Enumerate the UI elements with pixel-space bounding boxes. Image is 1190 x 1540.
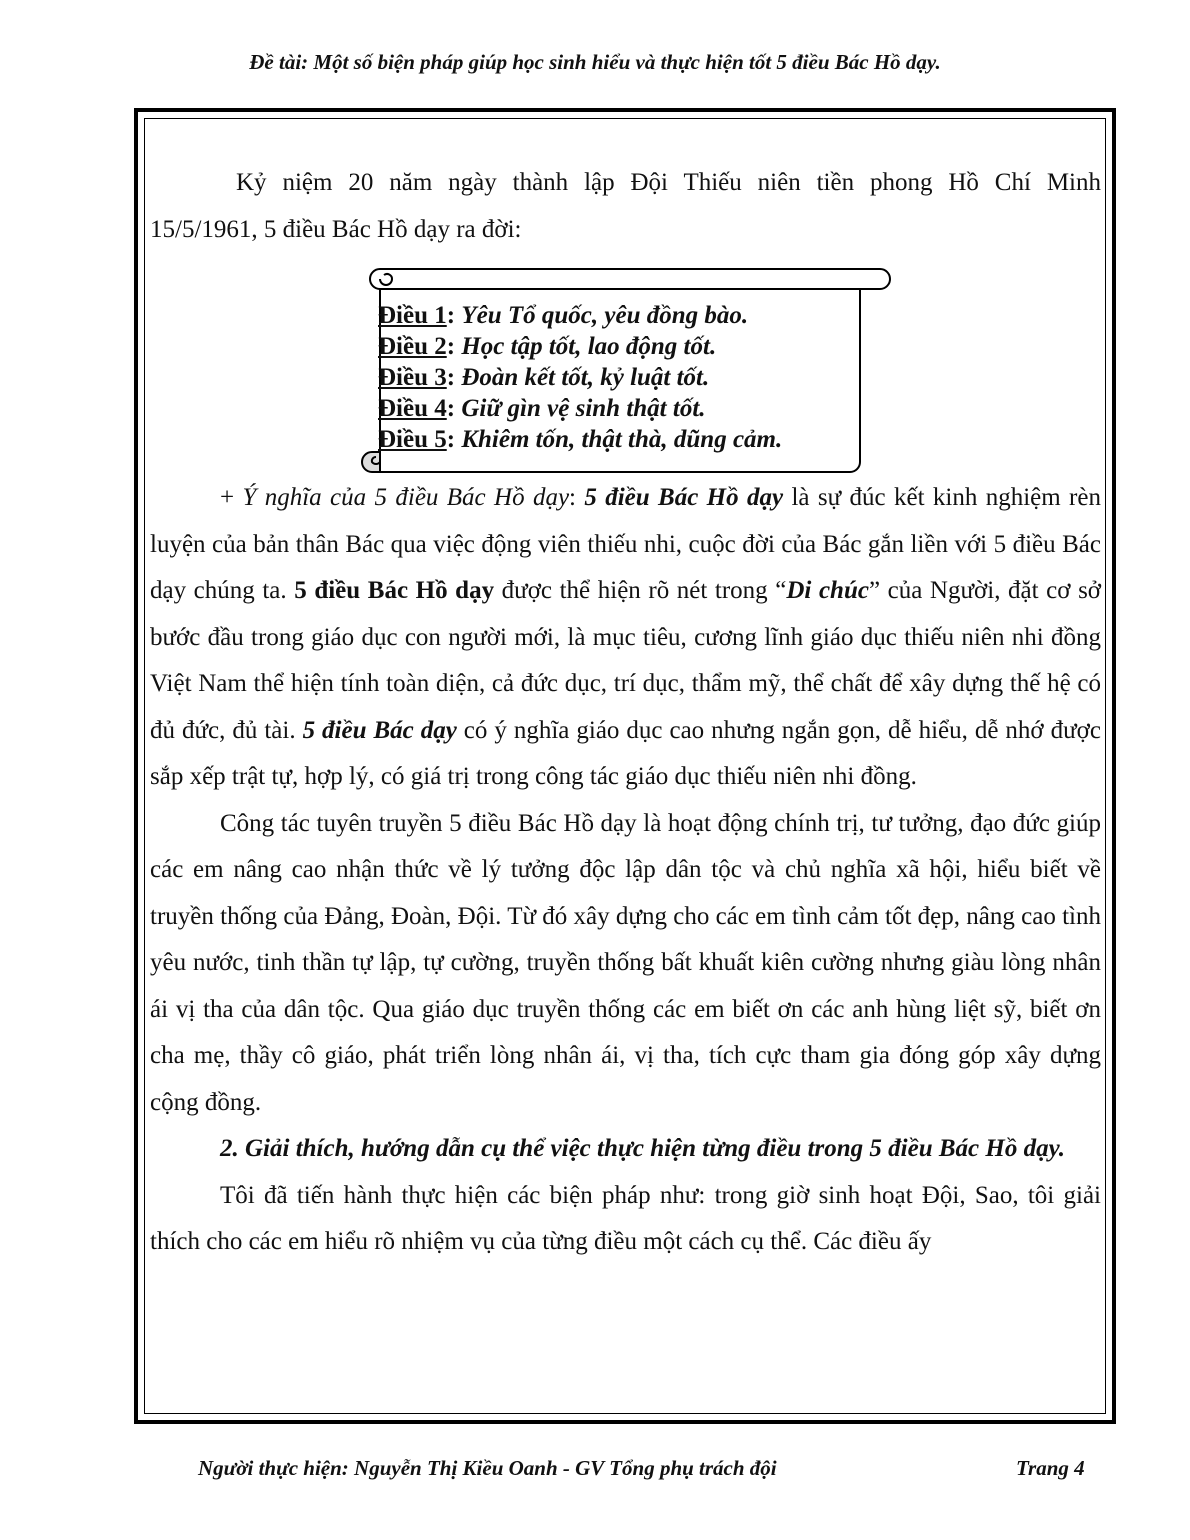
meaning-text-4: có ý nghĩa giáo dục cao nhưng ngắn gọn, dễ hiểu, dễ nhớ được sắp xếp trật tự, hợp lý, có giá trị trong công tác giáo dục thiếu niên nhi đồng. bbox=[150, 716, 1101, 790]
meaning-bold-2: 5 điều Bác Hồ dạy bbox=[294, 577, 495, 604]
intro-line-1: Kỷ niệm 20 năm ngày thành lập Đội Thiếu niên tiền phong Hồ Chí Minh bbox=[236, 169, 1101, 196]
meaning-text-1: là sự đúc kết kinh nghiệm rèn luyện của bản thân Bác qua việc động viên thiếu nhi, cuộc đời của Bác gắn liền với 5 điều Bác dạy chúng ta. bbox=[150, 484, 1101, 604]
meaning-di-chuc: Di chúc bbox=[786, 577, 869, 604]
rule-item: Điều 5: Khiêm tốn, thật thà, dũng cảm. bbox=[378, 426, 783, 453]
rule-text: Học tập tốt, lao động tốt. bbox=[461, 333, 717, 360]
intro-line-2: 15/5/1961, 5 điều Bác Hồ dạy ra đời: bbox=[150, 215, 522, 243]
meaning-colon: : bbox=[569, 484, 585, 511]
rule-item: Điều 2: Học tập tốt, lao động tốt. bbox=[378, 333, 717, 360]
footer-page-number: Trang 4 bbox=[1016, 1456, 1085, 1480]
rule-label: Điều 2 bbox=[378, 333, 447, 360]
meaning-paragraph bbox=[150, 475, 1101, 801]
meaning-heading: Ý nghĩa của 5 điều Bác Hồ dạy bbox=[242, 484, 570, 511]
rule-text: Yêu Tổ quốc, yêu đồng bào. bbox=[461, 302, 749, 329]
rule-label: Điều 4 bbox=[378, 395, 447, 422]
closing-paragraph: Tôi đã tiến hành thực hiện các biện pháp như: trong giờ sinh hoạt Đội, Sao, tôi giải thích cho các em hiểu rõ nhiệm vụ của từng điều một cách cụ thể. Các điều ấy bbox=[150, 1181, 1101, 1255]
rule-item: Điều 3: Đoàn kết tốt, kỷ luật tốt. bbox=[378, 364, 710, 391]
footer-author: Người thực hiện: Nguyễn Thị Kiều Oanh - GV Tổng phụ trách đội bbox=[198, 1456, 777, 1480]
propaganda-paragraph: Công tác tuyên truyền 5 điều Bác Hồ dạy là hoạt động chính trị, tư tưởng, đạo đức giúp các em nâng cao nhận thức về lý tưởng độc lập dân tộc và chủ nghĩa xã hội, hiểu biết về truyền thống của Đảng, Đoàn, Đội. Từ đó xây dựng cho các em tình cảm tốt đẹp, nâng cao tình yêu nước, tinh thần tự lập, tự cường, truyền thống bất khuất kiên cường nhưng giàu lòng nhân ái vị tha của dân tộc. Qua giáo dục truyền thống các em biết ơn các anh hùng liệt sỹ, biết ơn cha mẹ, thầy cô giáo, phát triển lòng nhân ái, vị tha, tích cực tham gia đóng góp xây dựng cộng đồng. bbox=[150, 809, 1101, 1116]
rule-text: Đoàn kết tốt, kỷ luật tốt. bbox=[461, 364, 710, 391]
rule-label: Điều 3 bbox=[378, 364, 447, 391]
section-2-heading: 2. Giải thích, hướng dẫn cụ thể việc thực hiện từng điều trong 5 điều Bác Hồ dạy. bbox=[220, 1135, 1065, 1162]
rule-item: Điều 1: Yêu Tổ quốc, yêu đồng bào. bbox=[378, 302, 749, 329]
page-header-title: Đề tài: Một số biện pháp giúp học sinh hiểu và thực hiện tốt 5 điều Bác Hồ dạy. bbox=[249, 50, 941, 74]
rule-text: Khiêm tốn, thật thà, dũng cảm. bbox=[461, 426, 783, 453]
rule-label: Điều 1 bbox=[378, 302, 447, 329]
meaning-bold-3: 5 điều Bác dạy bbox=[302, 716, 457, 744]
meaning-text-3: ” của Người, đặt cơ sở bước đầu trong giáo dục con người mới, là mục tiêu, cương lĩnh giáo dục thiếu niên nhi đồng Việt Nam thể hiện tính toàn diện, cả đức dục, trí dục, thẩm mỹ, thể chất để xây dựng thế hệ có đủ đức, đủ tài. bbox=[150, 577, 1102, 744]
rule-label: Điều 5 bbox=[378, 426, 447, 453]
rules-list bbox=[378, 300, 782, 455]
rule-text: Giữ gìn vệ sinh thật tốt. bbox=[461, 395, 706, 422]
meaning-text-2: được thể hiện rõ nét trong “ bbox=[494, 577, 787, 604]
meaning-bold-1: 5 điều Bác Hồ dạy bbox=[584, 484, 784, 511]
rule-item: Điều 4: Giữ gìn vệ sinh thật tốt. bbox=[378, 395, 706, 422]
meaning-prefix: + bbox=[220, 484, 243, 511]
